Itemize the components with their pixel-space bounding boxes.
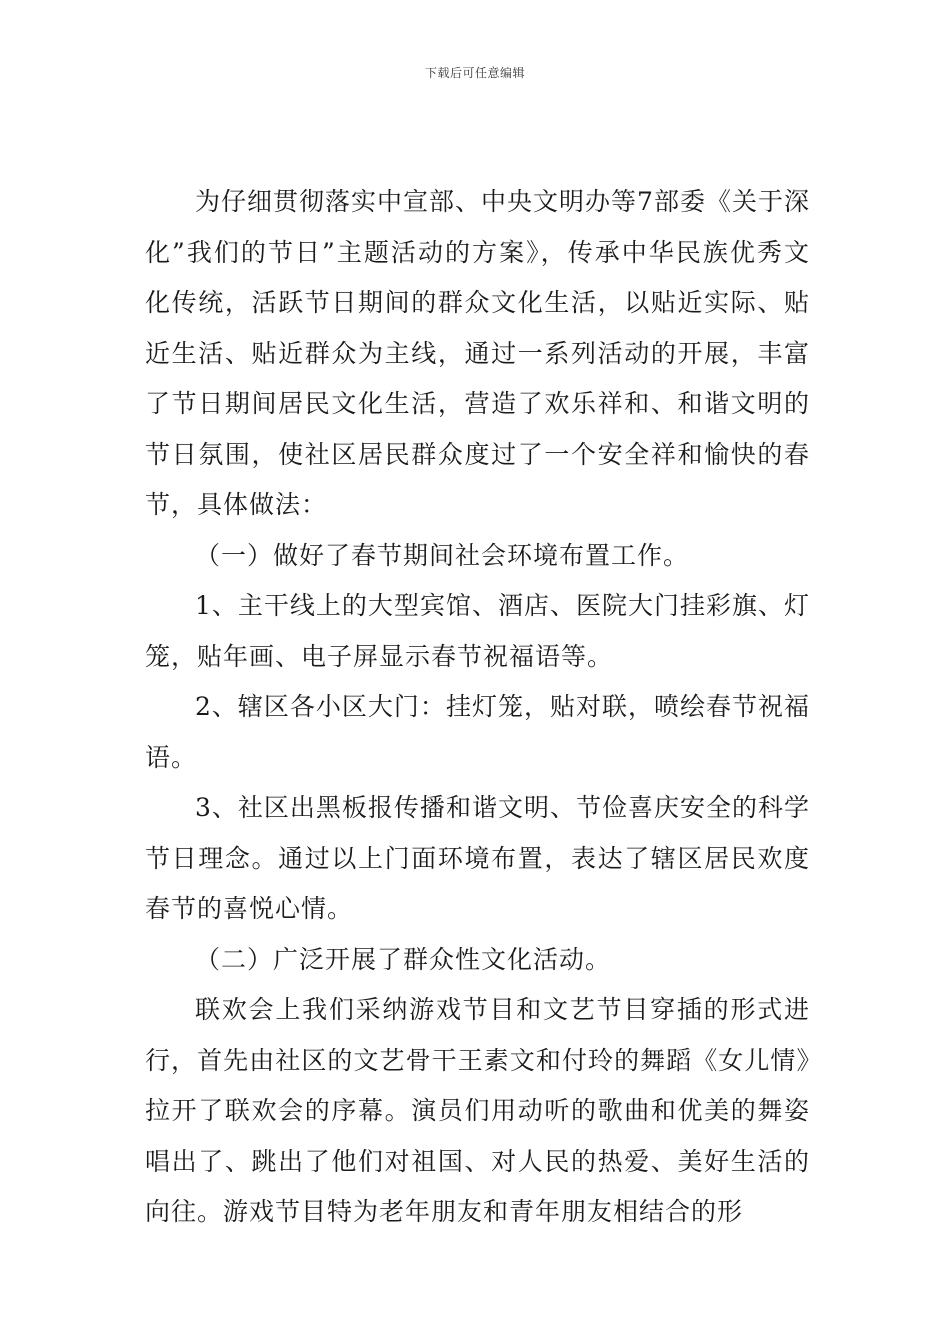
paragraph-intro: 为仔细贯彻落实中宣部、中央文明办等7部委《关于深化”我们的节日”主题活动的方案》，传承中华民族优秀文化传统，活跃节日期间的群众文化生活，以贴近实际、贴近生活、贴近群众为主线，通过一系列活动的开展，丰富了节日期间居民文化生活，营造了欢乐祥和、和谐文明的节日氛围，使社区居民群众度过了一个安全祥和愉快的春节，具体做法： [145, 187, 810, 519]
paragraph-item-1: 1、主干线上的大型宾馆、酒店、医院大门挂彩旗、灯笼，贴年画、电子屏显示春节祝福语等。 [145, 591, 810, 671]
paragraph-party: 联欢会上我们采纳游戏节目和文艺节目穿插的形式进行，首先由社区的文艺骨干王素文和付玲的舞蹈《女儿情》拉开了联欢会的序幕。演员们用动听的歌曲和优美的舞姿唱出了、跳出了他们对祖国、对人民的热爱、美好生活的向往。游戏节目特为老年朋友和青年朋友相结合的形 [145, 995, 810, 1226]
paragraph-item-2: 2、辖区各小区大门：挂灯笼，贴对联，喷绘春节祝福语。 [145, 692, 810, 772]
page-header: 下载后可任意编辑 [424, 66, 525, 80]
document-body [145, 177, 810, 1238]
section-heading-1: （一）做好了春节期间社会环境布置工作。 [195, 540, 690, 570]
paragraph-item-3: 3、社区出黑板报传播和谐文明、节俭喜庆安全的科学节日理念。通过以上门面环境布置，表达了辖区居民欢度春节的喜悦心情。 [145, 793, 810, 923]
section-heading-2: （二）广泛开展了群众性文化活动。 [195, 944, 612, 974]
